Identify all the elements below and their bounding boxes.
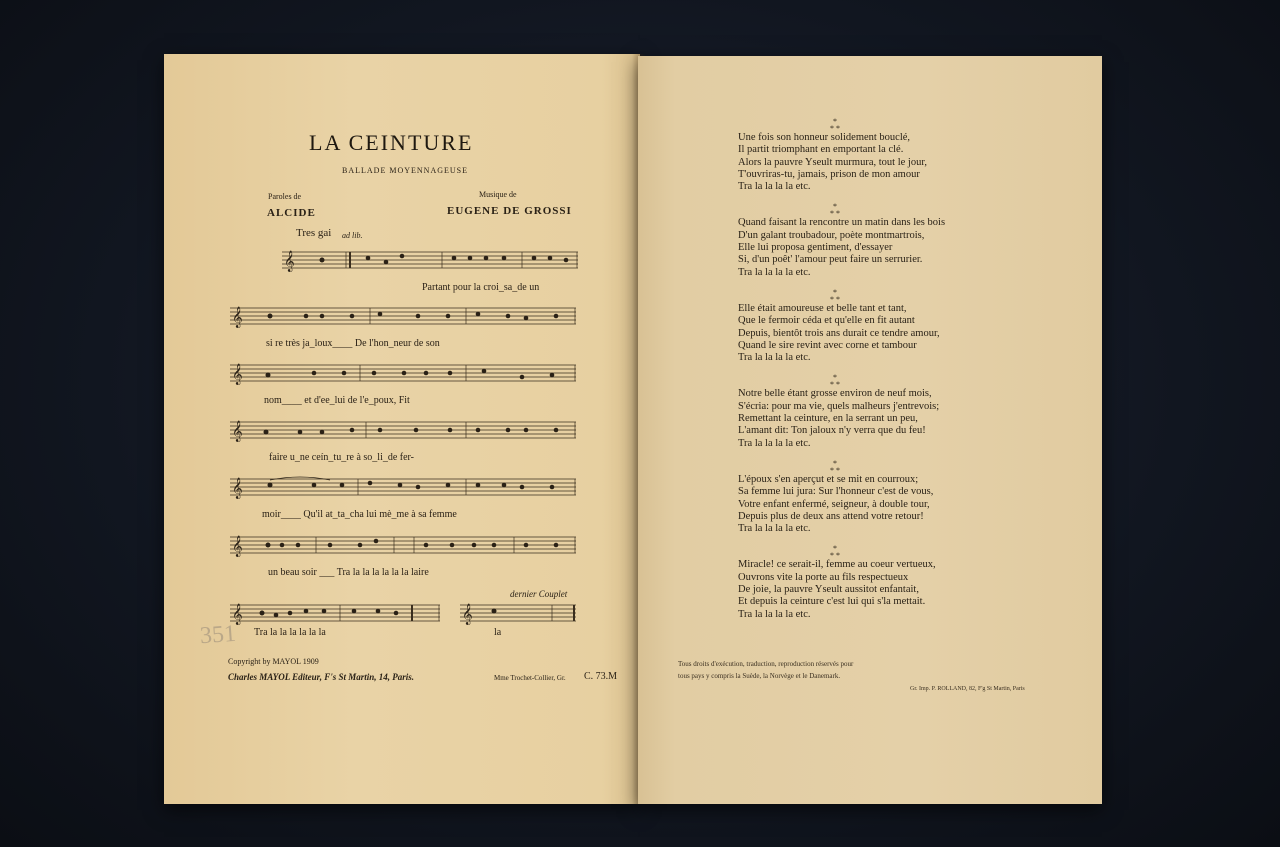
verses-page [638, 56, 1102, 804]
verse-refrain: Tra la la la la etc. [738, 352, 811, 364]
asterism-icon: * * * [830, 373, 840, 390]
asterism-icon: * * * [830, 544, 840, 561]
rights-note-line-2: tous pays y compris la Suède, la Norvège et le Danemark. [678, 672, 841, 680]
asterism-icon: * * * [830, 117, 840, 133]
verse-2 [738, 202, 1088, 278]
verses-block [738, 117, 1088, 645]
verse-refrain: Tra la la la la etc. [738, 437, 811, 449]
song-title: LA CEINTURE [309, 130, 474, 155]
verse-1 [738, 117, 1088, 193]
music-staff-5 [230, 474, 576, 500]
verse-line: Votre enfant enfermé, seigneur, à double tour, [738, 498, 930, 510]
verse-4 [738, 373, 1088, 449]
verse-line: Ouvrons vite la porte au fils respectueux [738, 571, 909, 583]
svg-text:𝄞: 𝄞 [462, 604, 473, 624]
verse-refrain: Tra la la la la etc. [738, 608, 811, 620]
lyric-line-3: nom____ et d'ee_lui de l'e_poux, Fit [264, 395, 410, 406]
lyric-line-2: si re très ja_loux____ De l'hon_neur de son [266, 338, 440, 349]
lyric-line-8: la [494, 627, 502, 638]
verse-line: Miracle! ce serait-il, femme au coeur vertueux, [738, 559, 936, 571]
lyricist-name: ALCIDE [267, 207, 316, 219]
asterism-icon: * * * [830, 287, 840, 304]
lyric-line-7: Tra la la la la la la [254, 627, 326, 638]
verse-line: Il partit triomphant en emportant la clé. [738, 144, 904, 156]
rights-note-line-1: Tous droits d'exécution, traduction, reproduction réservés pour [678, 660, 854, 668]
svg-text:𝄞: 𝄞 [232, 421, 243, 441]
svg-text:𝄞: 𝄞 [232, 364, 243, 384]
library-stamp: 351 [199, 620, 237, 650]
verse-5 [738, 458, 1088, 535]
tempo-marking: Tres gai [296, 227, 332, 239]
publisher-line: Charles MAYOL Editeur, F's St Martin, 14, Paris. [228, 672, 414, 682]
svg-text:𝄞: 𝄞 [232, 307, 243, 327]
verse-line: T'ouvriras-tu, jamais, prison de mon amour [738, 168, 920, 180]
verse-line: Sa femme lui jura: Sur l'honneur c'est de vous, [738, 486, 934, 498]
verse-line: L'amant dit: Ton jaloux n'y verra que du feu! [738, 425, 926, 437]
svg-text:𝄞: 𝄞 [232, 604, 243, 624]
last-verse-label: dernier Couplet [510, 589, 568, 599]
verse-line: S'écria: pour ma vie, quels malheurs j'entrevois; [738, 400, 940, 412]
printer-credit: Gr. Imp. P. ROLLAND, 82, F'g St Martin, Paris [910, 686, 1025, 692]
verse-line: Elle était amoureuse et belle tant et tant, [738, 302, 907, 314]
svg-text:𝄞: 𝄞 [232, 478, 243, 498]
verse-6 [738, 544, 1088, 620]
music-staff-7a [230, 600, 440, 626]
lyric-line-1: Partant pour la croi_sa_de un [422, 282, 540, 293]
ad-lib-marking: ad lib. [342, 231, 363, 240]
verse-line: Alors la pauvre Yseult murmura, tout le jour, [738, 156, 928, 168]
verse-line: D'un galant troubadour, poète montmartrois, [738, 229, 925, 241]
verse-line: Depuis plus de deux ans attend votre retour! [738, 510, 924, 522]
verse-line: Une fois son honneur solidement bouclé, [738, 132, 911, 143]
lyric-line-6: un beau soir ___ Tra la la la la la la laire [268, 567, 429, 578]
composer-name: EUGENE DE GROSSI [447, 205, 572, 217]
lyricist-label: Paroles de [268, 192, 302, 201]
verse-line: Et depuis la ceinture c'est lui qui s'la mettait. [738, 596, 926, 608]
music-staff-6 [230, 532, 576, 558]
verse-refrain: Tra la la la la etc. [738, 523, 811, 535]
verse-line: Quand faisant la rencontre un matin dans les bois [738, 217, 946, 229]
verse-line: Depuis, bientôt trois ans durait ce tendre amour, [738, 327, 940, 339]
verse-line: Remettant la ceinture, en la serrant un peu, [738, 413, 918, 425]
asterism-icon: * * * [830, 202, 840, 219]
copyright-notice: Copyright by MAYOL 1909 [228, 657, 319, 666]
svg-text:𝄞: 𝄞 [284, 251, 295, 271]
verse-line: De joie, la pauvre Yseult aussitot enfantait, [738, 584, 919, 596]
music-staff-1 [282, 247, 578, 273]
lyric-line-4: faire u_ne ceín_tu_re à so_li_de fer- [269, 452, 415, 463]
music-staff-2 [230, 303, 576, 329]
verse-refrain: Tra la la la la etc. [738, 181, 811, 193]
verse-line: Si, d'un poêt' l'amour peut faire un serrurier. [738, 254, 923, 266]
svg-text:𝄞: 𝄞 [232, 536, 243, 556]
plate-number: C. 73.M [584, 671, 618, 682]
music-staff-3 [230, 360, 576, 386]
sheet-music-page [164, 54, 640, 804]
verse-line: L'époux s'en aperçut et se mit en courroux; [738, 473, 919, 485]
verse-line: Notre belle étant grosse environ de neuf mois, [738, 388, 932, 400]
lyric-line-5: moir____ Qu'il at_ta_cha lui mè_me à sa femme [262, 509, 457, 520]
asterism-icon: * * * [830, 458, 840, 475]
verse-line: Que le fermoir céda et qu'elle en fit autant [738, 315, 915, 327]
verse-line: Quand le sire revint avec corne et tambour [738, 339, 917, 351]
music-staff-7b [460, 600, 576, 626]
engraver-credit: Mme Trochet-Collier, Gr. [494, 674, 566, 682]
verse-refrain: Tra la la la la etc. [738, 266, 811, 278]
verse-line: Elle lui proposa gentiment, d'essayer [738, 242, 893, 254]
music-staff-4 [230, 417, 576, 443]
song-subtitle: BALLADE MOYENNAGEUSE [342, 166, 468, 175]
composer-label: Musique de [479, 190, 517, 199]
verse-3 [738, 287, 1088, 364]
